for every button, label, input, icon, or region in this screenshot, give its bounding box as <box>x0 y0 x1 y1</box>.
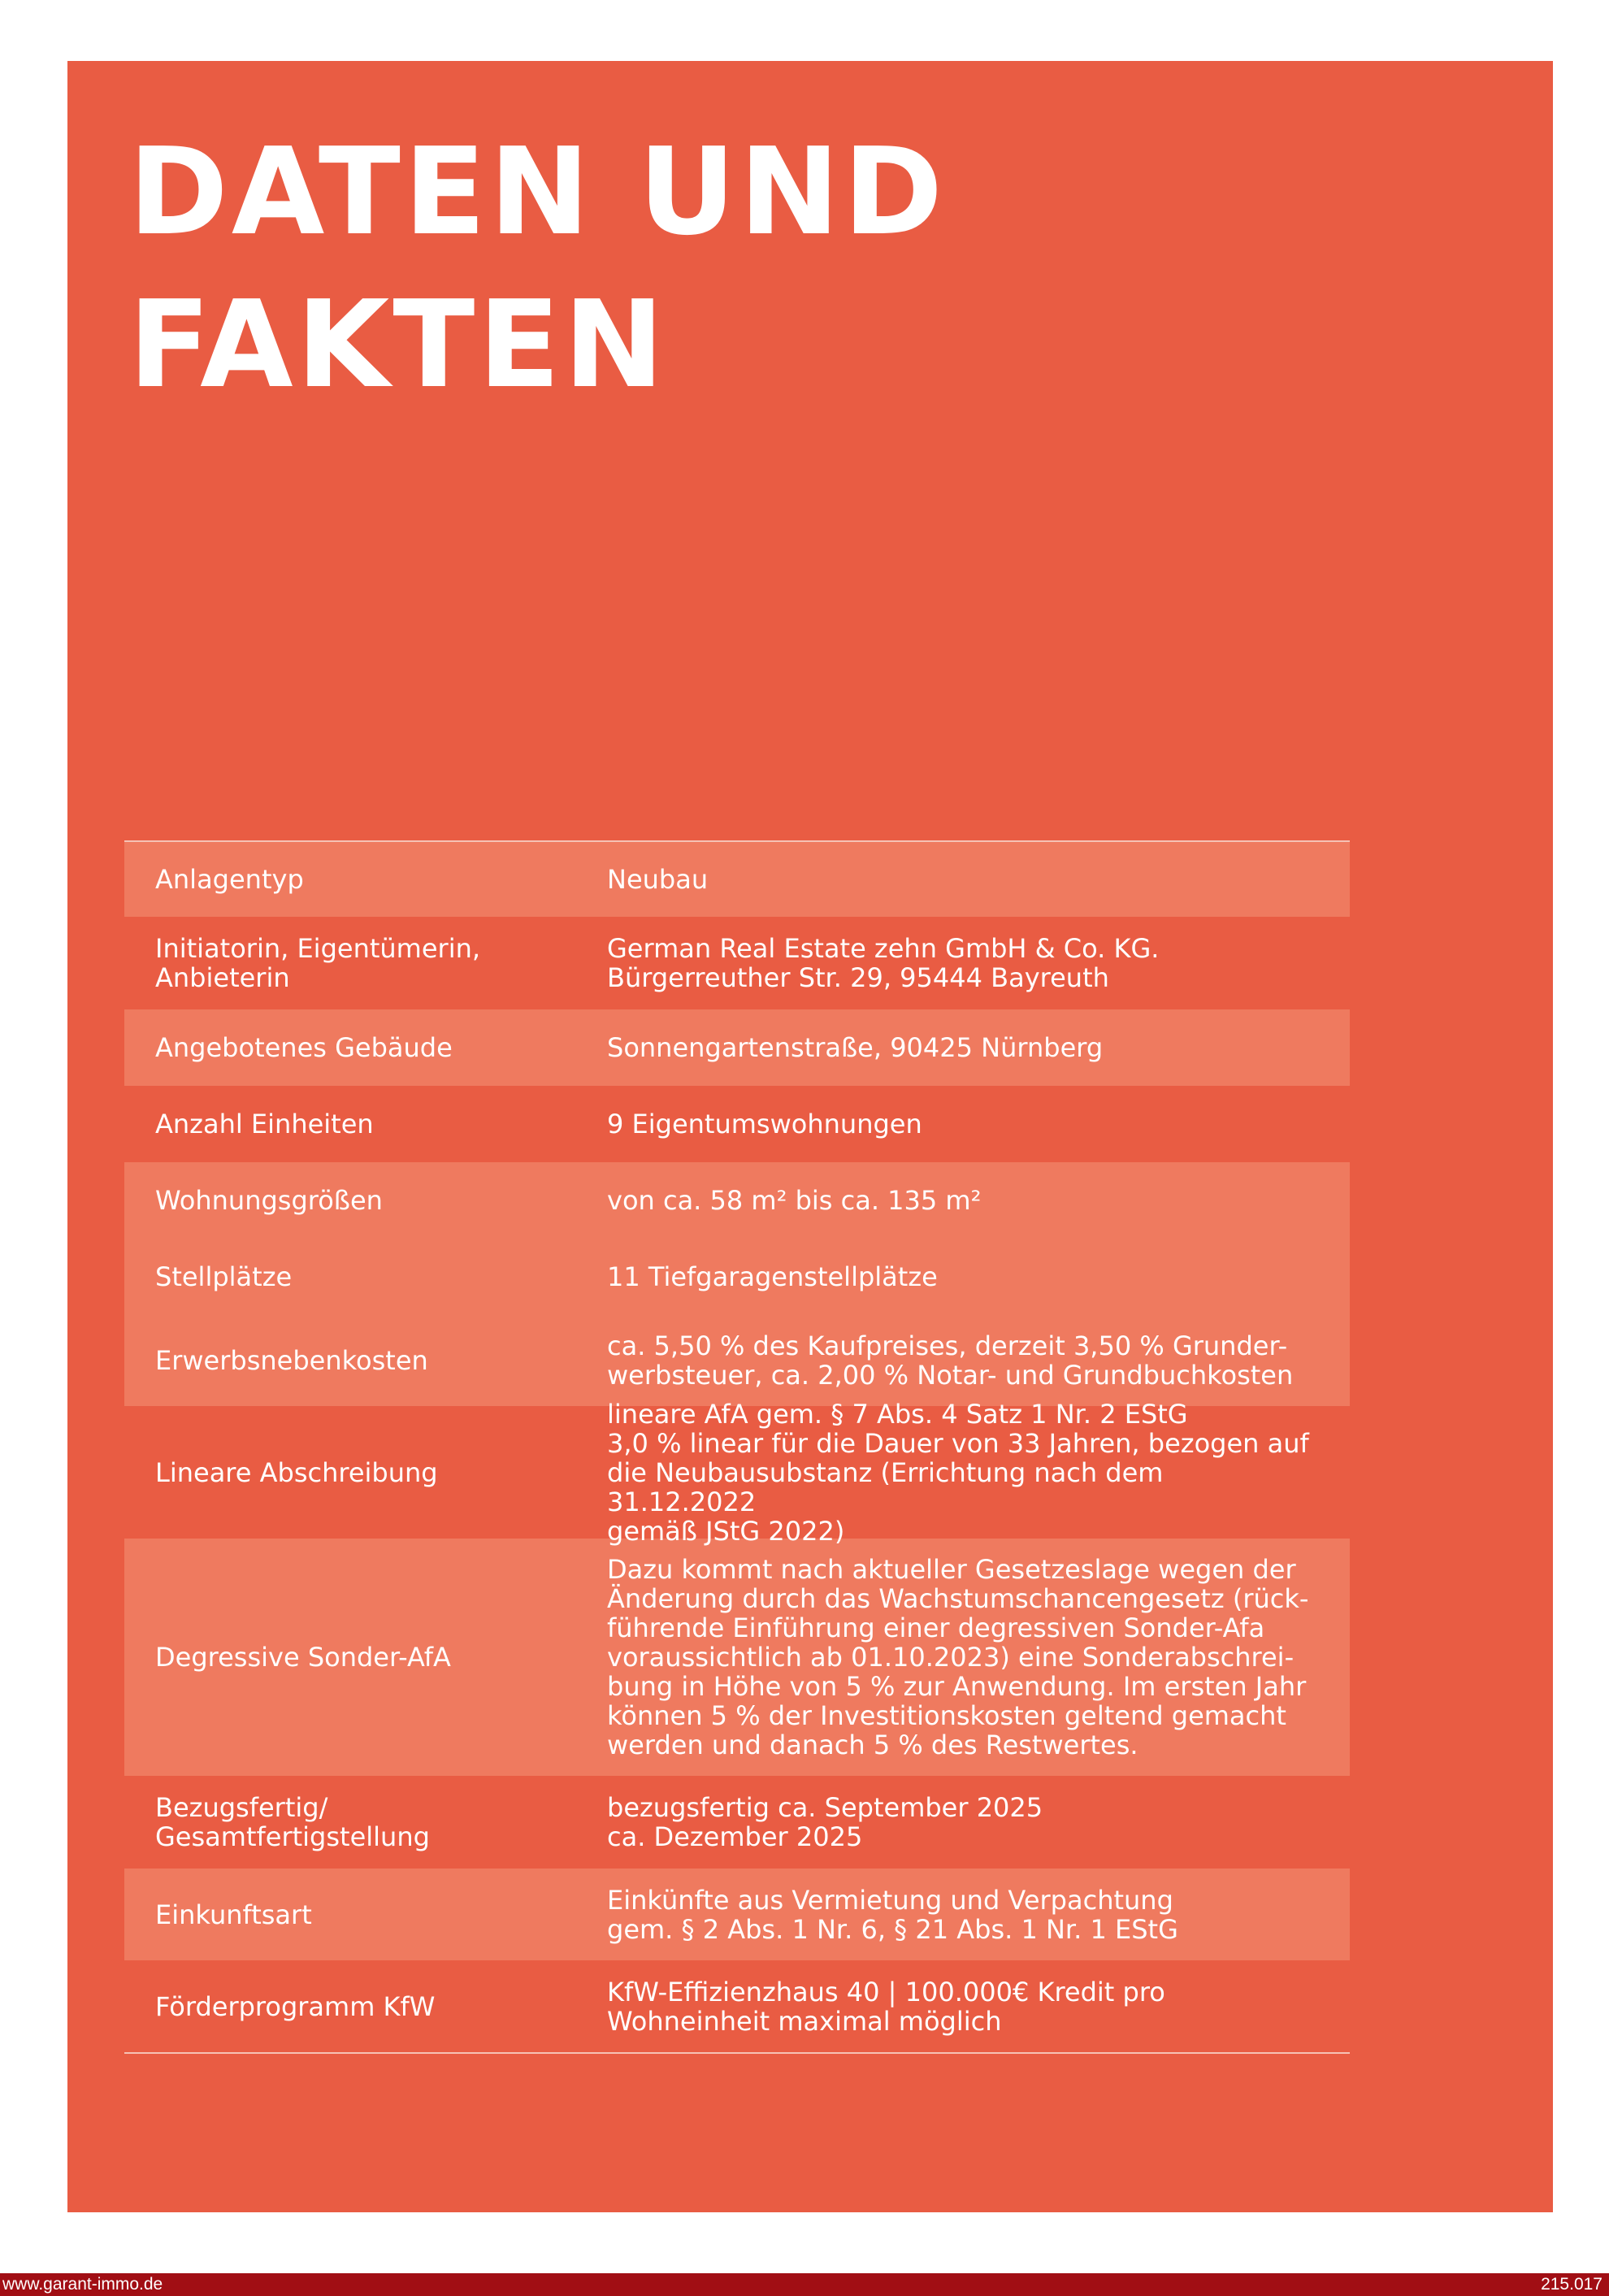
row-label: Förderprogramm KfW <box>155 1990 436 2022</box>
title-line-1: DATEN UND <box>128 122 947 262</box>
row-label: Anlagentyp <box>155 864 304 895</box>
footer-bar <box>0 2273 1609 2296</box>
row-label: Degressive Sonder-AfA <box>155 1642 451 1673</box>
table-row <box>124 1086 1350 1162</box>
table-row <box>124 1162 1350 1239</box>
row-value: Sonnengartenstraße, 90425 Nürnberg <box>607 1032 1104 1063</box>
table-row <box>124 1009 1350 1086</box>
row-label: Stellplätze <box>155 1261 293 1292</box>
table-row <box>124 1960 1350 2052</box>
row-value: bezugsfertig ca. September 2025 ca. Dezember 2025 <box>607 1792 1043 1852</box>
facts-table <box>124 840 1350 2054</box>
row-value: Neubau <box>607 864 709 895</box>
footer-page-id: 215.017 <box>1541 2275 1602 2294</box>
row-label: Lineare Abschreibung <box>155 1456 438 1488</box>
row-value: 11 Tiefgaragenstellplätze <box>607 1261 938 1292</box>
table-row <box>124 1868 1350 1960</box>
row-value: Dazu kommt nach aktueller Gesetzeslage wegen der Änderung durch das Wachstumschancengesetz (rück- führende Einführung einer degressiven Sonder-Afa voraussichtlich ab 01.10.2023) eine Sonderabschrei- bung in Höhe von 5 % zur Anwendung. Im ersten Jahr können 5 % der Investitionskosten geltend gemacht werden und danach 5 % des Restwertes. <box>607 1554 1309 1760</box>
row-value: lineare AfA gem. § 7 Abs. 4 Satz 1 Nr. 2 EStG 3,0 % linear für die Dauer von 33 Jahren, bezogen auf die Neubausubstanz (Errichtung nach dem 31.12.2022 gemäß JStG 2022) <box>607 1398 1309 1547</box>
row-value: 9 Eigentumswohnungen <box>607 1109 922 1139</box>
row-value: KfW-Effizienzhaus 40 | 100.000€ Kredit pro Wohneinheit maximal möglich <box>607 1976 1165 2037</box>
table-row <box>124 917 1350 1009</box>
table-row <box>124 1315 1350 1406</box>
row-label: Wohnungsgrößen <box>155 1185 383 1216</box>
row-label: Initiatorin, Eigentümerin, Anbieterin <box>155 933 481 993</box>
row-label: Anzahl Einheiten <box>155 1109 374 1139</box>
title-line-2: FAKTEN <box>128 275 668 414</box>
row-label: Bezugsfertig/ Gesamtfertigstellung <box>155 1792 430 1852</box>
row-label: Erwerbsnebenkosten <box>155 1345 428 1376</box>
row-value: von ca. 58 m² bis ca. 135 m² <box>607 1185 982 1216</box>
table-row <box>124 1239 1350 1315</box>
row-value: ca. 5,50 % des Kaufpreises, derzeit 3,50 % Grunder- werbsteuer, ca. 2,00 % Notar- und Grundbuchkosten <box>607 1330 1294 1391</box>
footer-url[interactable]: www.garant-immo.de <box>2 2275 163 2294</box>
row-label: Angebotenes Gebäude <box>155 1032 453 1063</box>
table-row <box>124 1398 1350 1547</box>
row-label: Einkunftsart <box>155 1899 312 1930</box>
row-value: German Real Estate zehn GmbH & Co. KG. Bürgerreuther Str. 29, 95444 Bayreuth <box>607 933 1160 993</box>
row-value: Einkünfte aus Vermietung und Verpachtung gem. § 2 Abs. 1 Nr. 6, § 21 Abs. 1 Nr. 1 EStG <box>607 1884 1178 1945</box>
table-row <box>124 1539 1350 1776</box>
table-row <box>124 1776 1350 1868</box>
page-title <box>128 115 946 421</box>
table-row <box>124 842 1350 917</box>
